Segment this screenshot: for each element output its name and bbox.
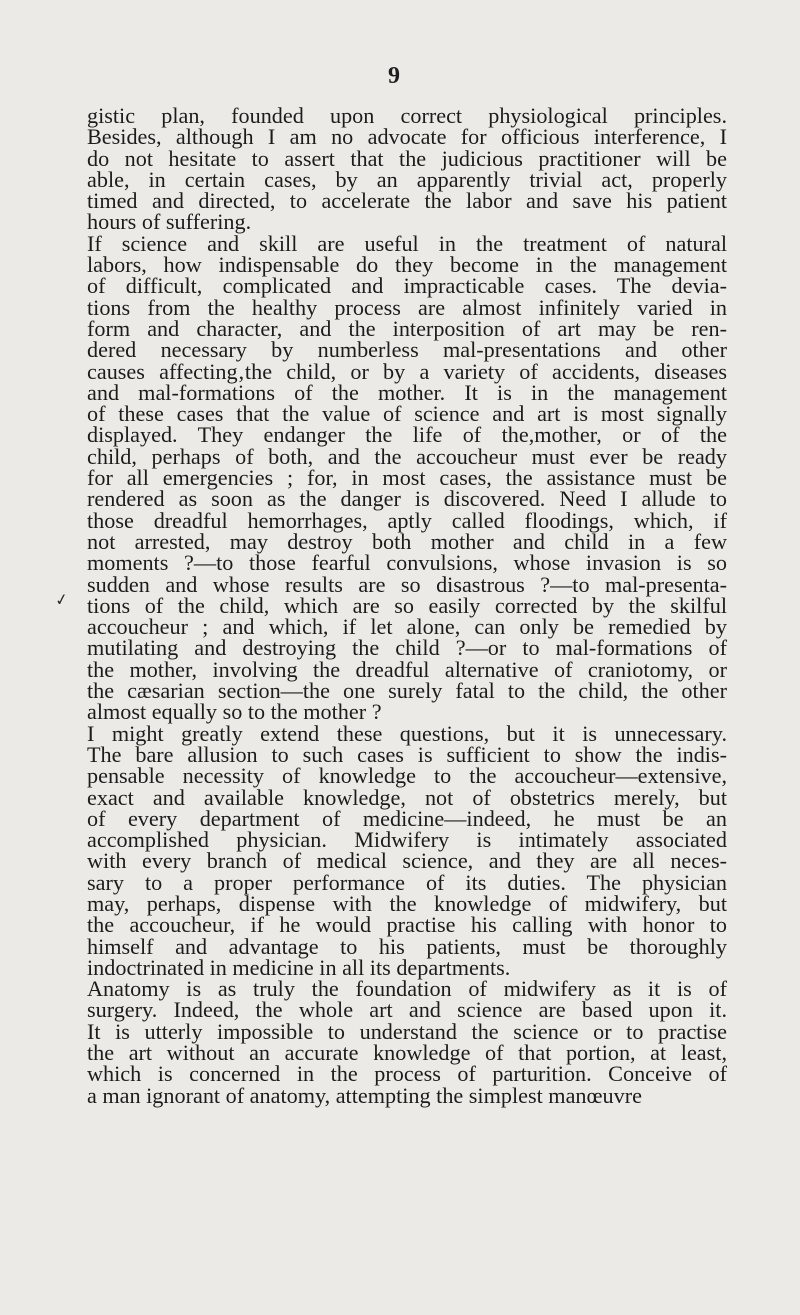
text-line: rendered as soon as the danger is discovered. Need I allude to [87, 486, 727, 512]
text-line: displayed. They endanger the life of the,mother, or of the [87, 422, 727, 448]
text-line: Anatomy is as truly the foundation of midwifery as it is of [87, 976, 727, 1002]
margin-pencil-mark: ✓ [53, 589, 70, 611]
text-line: not arrested, may destroy both mother and child in a few [87, 528, 727, 554]
text-line: pensable necessity of knowledge to the accoucheur—extensive, [87, 763, 727, 789]
text-line: sary to a proper performance of its duties. The physician [87, 869, 727, 895]
page-number: 9 [388, 63, 400, 89]
text-line: tions from the healthy process are almost infinitely varied in [87, 294, 727, 320]
text-line: himself and advantage to his patients, must be thoroughly [87, 933, 727, 959]
text-line: the accoucheur, if he would practise his calling with honor to [87, 912, 727, 938]
text-line: hours of suffering. [87, 209, 252, 235]
text-line: I might greatly extend these questions, but it is unnecessary. [87, 720, 727, 746]
text-line: If science and skill are useful in the treatment of natural [87, 230, 727, 256]
text-line: for all emergencies ; for, in most cases, the assistance must be [87, 465, 727, 491]
text-line: almost equally so to the mother ? [87, 699, 382, 725]
text-line: do not hesitate to assert that the judicious practitioner will be [87, 145, 727, 171]
text-line: labors, how indispensable do they become in the management [87, 252, 727, 278]
text-line: It is utterly impossible to understand the science or to practise [87, 1018, 727, 1044]
text-line: the art without an accurate knowledge of that portion, at least, [87, 1040, 727, 1066]
text-line: mutilating and destroying the child ?—or to mal-formations of [87, 635, 727, 661]
paragraph-p1 [87, 105, 727, 233]
text-line: sudden and whose results are so disastrous ?—to mal-presenta- [87, 571, 727, 597]
text-line: surgery. Indeed, the whole art and science are based upon it. [87, 997, 727, 1023]
text-line: timed and directed, to accelerate the labor and save his patient [87, 188, 727, 214]
text-line: able, in certain cases, by an apparently trivial act, properly [87, 166, 727, 192]
text-line: with every branch of medical science, and they are all neces- [87, 848, 727, 874]
text-line: the mother, involving the dreadful alternative of craniotomy, or [87, 656, 727, 682]
text-line: those dreadful hemorrhages, aptly called floodings, which, if [87, 507, 727, 533]
text-line: tions of the child, which are so easily corrected by the skilful [87, 592, 727, 618]
text-line: of difficult, complicated and impracticable cases. The devia- [87, 273, 727, 299]
text-line: a man ignorant of anatomy, attempting the simplest manœuvre [87, 1082, 642, 1108]
paragraph-p2 [87, 230, 727, 725]
text-line: form and character, and the interposition of art may be ren- [87, 315, 727, 341]
text-line: The bare allusion to such cases is sufficient to show the indis- [87, 741, 727, 767]
text-line: moments ?—to those fearful convulsions, whose invasion is so [87, 550, 727, 576]
text-line: accomplished physician. Midwifery is intimately associated [87, 827, 727, 853]
paragraph-p4 [87, 978, 727, 1106]
text-line: may, perhaps, dispense with the knowledge of midwifery, but [87, 890, 727, 916]
text-line: which is concerned in the process of parturition. Conceive of [87, 1061, 727, 1087]
text-line: causes affecting‚the child, or by a variety of accidents, diseases [87, 358, 727, 384]
paragraph-p3 [87, 720, 727, 980]
body-text [87, 105, 727, 1106]
text-line: dered necessary by numberless mal-presentations and other [87, 337, 727, 363]
text-line: and mal-formations of the mother. It is in the management [87, 379, 727, 405]
text-line: of every department of medicine—indeed, he must be an [87, 805, 727, 831]
text-line: accoucheur ; and which, if let alone, can only be remedied by [87, 614, 727, 640]
text-line: exact and available knowledge, not of obstetrics merely, but [87, 784, 727, 810]
text-line: gistic plan, founded upon correct physiological principles. [87, 103, 727, 128]
text-line: indoctrinated in medicine in all its departments. [87, 954, 511, 980]
text-line: of these cases that the value of science and art is most signally [87, 401, 727, 427]
text-line: the cæsarian section—the one surely fatal to the child, the other [87, 678, 727, 704]
text-line: Besides, although I am no advocate for officious interference, I [87, 124, 727, 150]
text-line: child, perhaps of both, and the accoucheur must ever be ready [87, 443, 727, 469]
